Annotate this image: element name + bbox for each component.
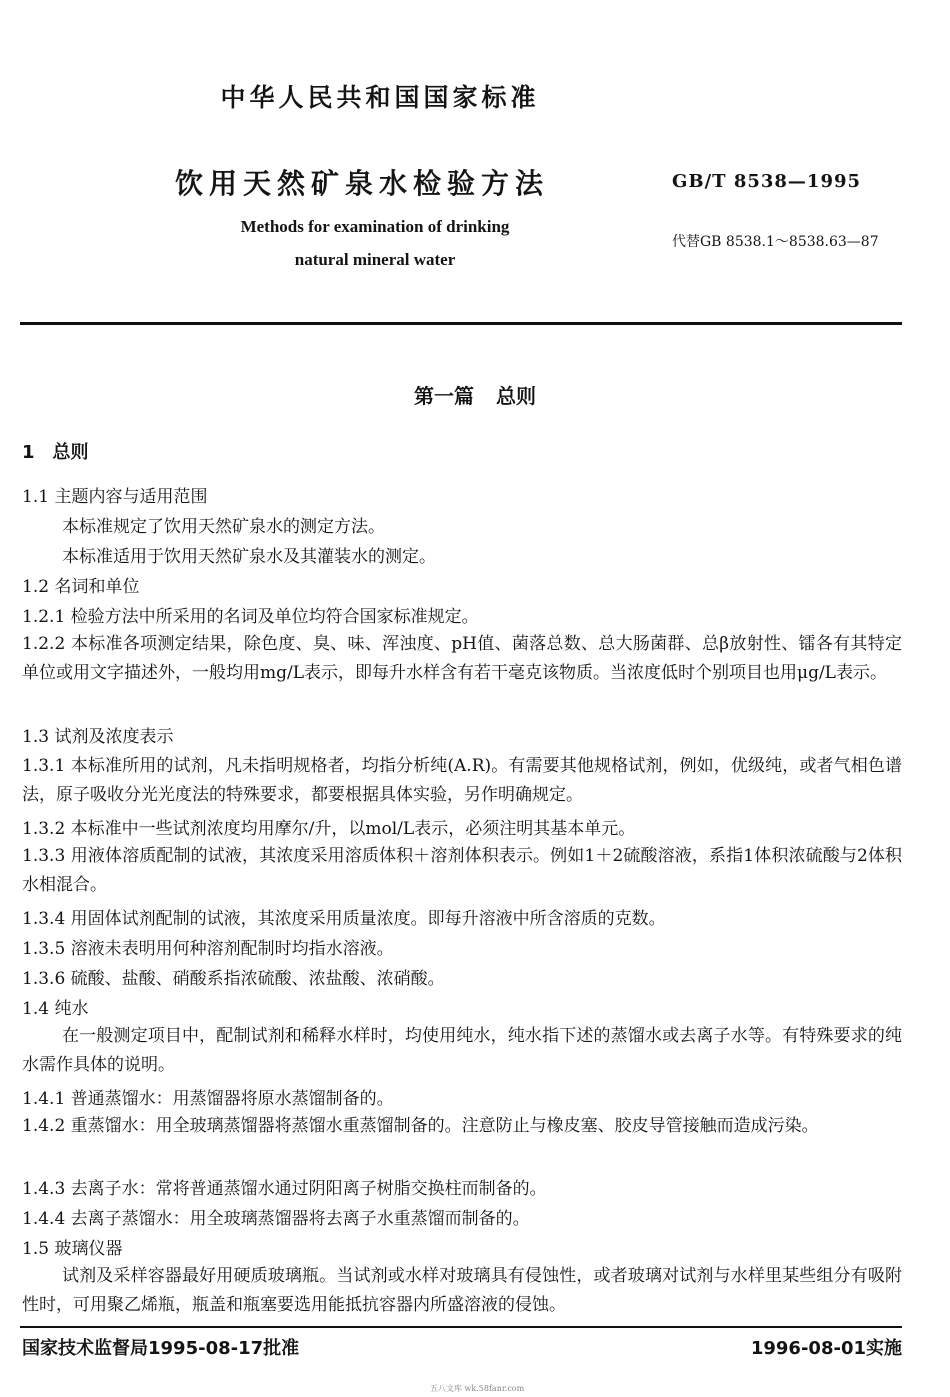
clause: 1.3.6 硫酸、盐酸、硝酸系指浓硫酸、浓盐酸、浓硝酸。: [22, 969, 445, 989]
document-organization: 中华人民共和国国家标准: [220, 83, 540, 112]
watermark: 五八文库 wk.58fanr.com: [430, 1384, 525, 1393]
clause: 1.3.2 本标准中一些试剂浓度均用摩尔/升，以mol/L表示，必须注明其基本单元。: [22, 819, 636, 839]
clause: 1.4.3 去离子水：常将普通蒸馏水通过阴阳离子树脂交换柱而制备的。: [22, 1179, 547, 1199]
clause-heading: 1.1 主题内容与适用范围: [22, 487, 208, 507]
title-english-line-1: Methods for examination of drinking: [240, 217, 510, 236]
issue-date: 国家技术监督局1995-08-17批准: [22, 1338, 300, 1359]
clause-heading: 1.5 玻璃仪器: [22, 1239, 123, 1259]
clause: 1.3.5 溶液未表明用何种溶剂配制时均指水溶液。: [22, 939, 394, 959]
paragraph: 本标准适用于饮用天然矿泉水及其灌装水的测定。: [62, 547, 436, 567]
section-number: 1: [22, 442, 35, 463]
standard-code: GB/T 8538—1995: [672, 171, 862, 192]
section-title: 总则: [52, 442, 89, 463]
part-heading: [0, 380, 950, 409]
paragraph: 本标准规定了饮用天然矿泉水的测定方法。: [62, 517, 385, 537]
clause-heading: 1.3 试剂及浓度表示: [22, 727, 174, 747]
clause: 1.2.2 本标准各项测定结果，除色度、臭、味、浑浊度、pH值、菌落总数、总大肠菌群、总β放射性、镭各有其特定单位或用文字描述外，一般均用mg/L表示，即每升水样含有若干毫克该物质。当浓度低时个别项目也用μg/L表示。: [22, 634, 902, 683]
title-english-line-2: natural mineral water: [294, 250, 456, 269]
section-heading: [22, 438, 89, 464]
replaces-note: 代替GB 8538.1～8538.63—87: [672, 234, 879, 250]
header-divider: [20, 322, 902, 325]
clause: 1.4.2 重蒸馏水：用全玻璃蒸馏器将蒸馏水重蒸馏制备的。注意防止与橡皮塞、胶皮导管接触而造成污染。: [22, 1116, 819, 1136]
document-title: 饮用天然矿泉水检验方法: [175, 167, 550, 200]
clause: 1.3.4 用固体试剂配制的试液，其浓度采用质量浓度。即每升溶液中所含溶质的克数。: [22, 909, 666, 929]
clause: 1.4.1 普通蒸馏水：用蒸馏器将原水蒸馏制备的。: [22, 1089, 394, 1109]
part-title: 总则: [496, 384, 536, 408]
paragraph: 试剂及采样容器最好用硬质玻璃瓶。当试剂或水样对玻璃具有侵蚀性，或者玻璃对试剂与水样里某些组分有吸附性时，可用聚乙烯瓶，瓶盖和瓶塞要选用能抵抗容器内所盛溶液的侵蚀。: [22, 1266, 902, 1315]
clause-heading: 1.4 纯水: [22, 999, 89, 1019]
clause: 1.2.1 检验方法中所采用的名词及单位均符合国家标准规定。: [22, 607, 479, 627]
part-label: 第一篇: [414, 384, 474, 408]
effective-date: 1996-08-01实施: [750, 1338, 902, 1359]
footer-divider: [20, 1326, 902, 1328]
paragraph: 在一般测定项目中，配制试剂和稀释水样时，均使用纯水，纯水指下述的蒸馏水或去离子水等。有特殊要求的纯水需作具体的说明。: [22, 1026, 902, 1075]
clause-heading: 1.2 名词和单位: [22, 577, 140, 597]
clause: 1.3.1 本标准所用的试剂，凡未指明规格者，均指分析纯(A.R)。有需要其他规格试剂，例如，优级纯，或者气相色谱法，原子吸收分光光度法的特殊要求，都要根据具体实验，另作明确规定。: [22, 756, 902, 805]
clause: 1.4.4 去离子蒸馏水：用全玻璃蒸馏器将去离子水重蒸馏而制备的。: [22, 1209, 530, 1229]
clause: 1.3.3 用液体溶质配制的试液，其浓度采用溶质体积＋溶剂体积表示。例如1＋2硫酸溶液，系指1体积浓硫酸与2体积水相混合。: [22, 846, 902, 895]
